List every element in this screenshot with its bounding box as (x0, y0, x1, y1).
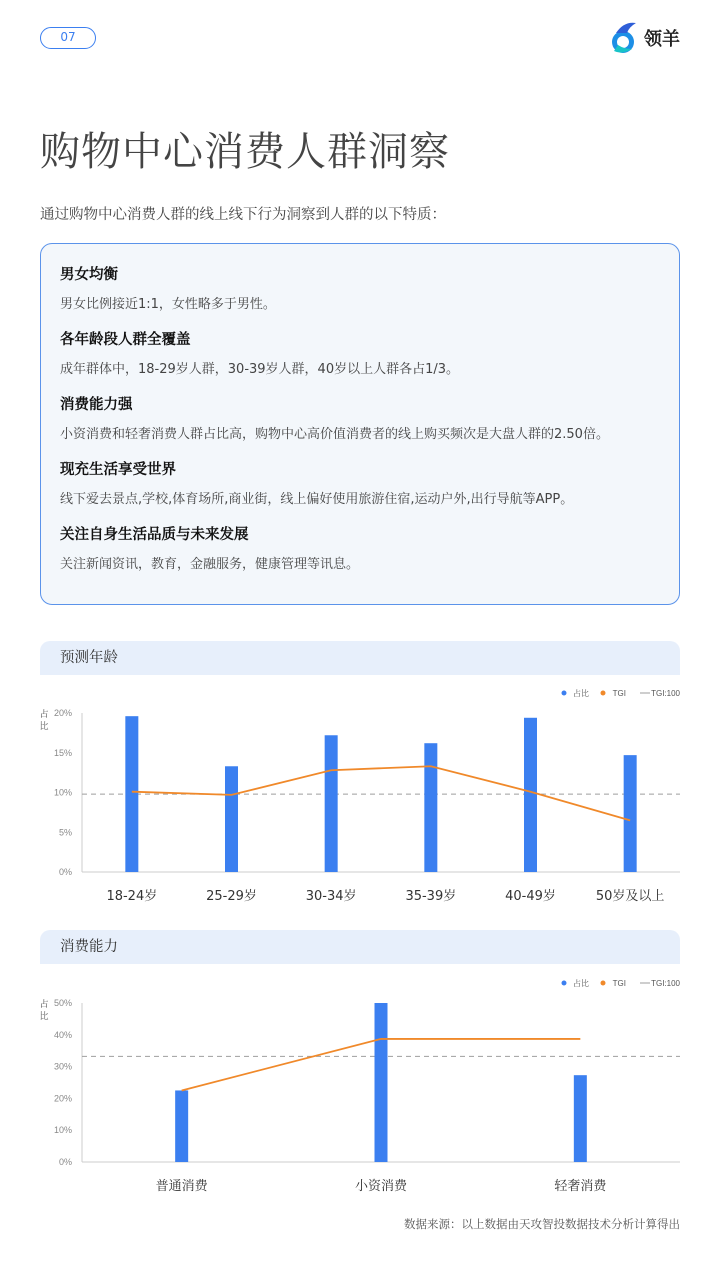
legend-label: 占比 (573, 979, 589, 988)
intro-text: 通过购物中心消费人群的线上线下行为洞察到人群的以下特质： (40, 207, 446, 223)
feature-title: 现充生活享受世界 (60, 462, 176, 478)
bar (125, 716, 138, 872)
feature-desc: 男女比例接近1:1，女性略多于男性。 (60, 297, 276, 312)
sheep-logo-icon (610, 21, 640, 55)
x-tick-label: 18-24岁 (106, 889, 158, 904)
y-tick-label: 5% (58, 827, 72, 838)
x-tick-label: 普通消费 (155, 1179, 208, 1194)
feature-desc: 关注新闻资讯，教育，金融服务，健康管理等讯息。 (60, 557, 360, 572)
brand-logo (610, 20, 680, 56)
consumption-chart-header: 消费能力 (40, 930, 680, 964)
feature-desc: 成年群体中，18-29岁人群，30-39岁人群，40岁以上人群各占1/3。 (60, 362, 460, 377)
y-tick-label: 0% (58, 867, 72, 877)
feature-title: 消费能力强 (60, 397, 133, 413)
y-tick-label: 20% (53, 1093, 72, 1104)
feature-desc: 线下爱去景点,学校,体育场所,商业街，线上偏好使用旅游住宿,运动户外,出行导航等APP。 (60, 492, 574, 507)
bar (175, 1090, 188, 1162)
legend-label: TGI (612, 979, 626, 988)
page-number-badge: 07 (40, 27, 96, 49)
bar (524, 718, 537, 872)
consumption-chart (0, 970, 720, 1200)
page-title: 购物中心消费人群洞察 (40, 129, 450, 175)
legend-line-swatch (601, 691, 606, 696)
x-tick-label: 25-29岁 (206, 889, 257, 904)
bar (225, 766, 238, 872)
y-axis-label: 比 (39, 722, 49, 732)
x-tick-label: 30-34岁 (305, 889, 357, 904)
y-axis-label: 比 (39, 1012, 49, 1022)
legend-bar-swatch (562, 691, 567, 696)
x-tick-label: 小资消费 (354, 1179, 408, 1194)
feature-item (60, 329, 660, 380)
feature-item (60, 459, 660, 510)
legend-label: 占比 (573, 689, 589, 698)
legend-label: TGI:100 (651, 689, 680, 698)
y-axis-label: 占 (39, 710, 49, 720)
y-tick-label: 30% (53, 1061, 72, 1072)
feature-item (60, 524, 660, 575)
feature-item (60, 394, 660, 445)
bar (424, 743, 437, 872)
legend-label: TGI (612, 689, 626, 698)
legend-line-swatch (601, 981, 606, 986)
y-tick-label: 10% (53, 787, 72, 798)
insight-box (40, 243, 680, 605)
bar (624, 755, 637, 872)
feature-item (60, 264, 660, 315)
y-tick-label: 50% (53, 998, 72, 1008)
brand-name: 领羊 (644, 29, 680, 50)
y-tick-label: 0% (58, 1157, 72, 1167)
legend-bar-swatch (562, 981, 567, 986)
y-tick-label: 15% (53, 747, 72, 758)
feature-title: 男女均衡 (60, 267, 118, 283)
data-source-note: 数据来源：以上数据由天攻智投数据技术分析计算得出 (404, 1217, 680, 1231)
age-chart-header: 预测年龄 (40, 641, 680, 675)
feature-title: 关注自身生活品质与未来发展 (60, 527, 249, 543)
x-tick-label: 35-39岁 (405, 889, 457, 904)
x-tick-label: 轻奢消费 (554, 1179, 607, 1194)
x-tick-label: 50岁及以上 (595, 889, 665, 904)
bar (375, 1003, 388, 1162)
feature-title: 各年龄段人群全覆盖 (60, 332, 191, 348)
bar (574, 1075, 587, 1162)
x-tick-label: 40-49岁 (505, 889, 556, 904)
y-tick-label: 40% (53, 1029, 72, 1040)
age-chart (0, 680, 720, 910)
y-axis-label: 占 (39, 1000, 49, 1010)
y-tick-label: 10% (53, 1125, 72, 1136)
tgi-line (132, 766, 630, 820)
y-tick-label: 20% (53, 708, 72, 718)
bar (325, 735, 338, 872)
feature-desc: 小资消费和轻奢消费人群占比高，购物中心高价值消费者的线上购买频次是大盘人群的2.50倍。 (60, 427, 609, 442)
legend-label: TGI:100 (651, 979, 680, 988)
